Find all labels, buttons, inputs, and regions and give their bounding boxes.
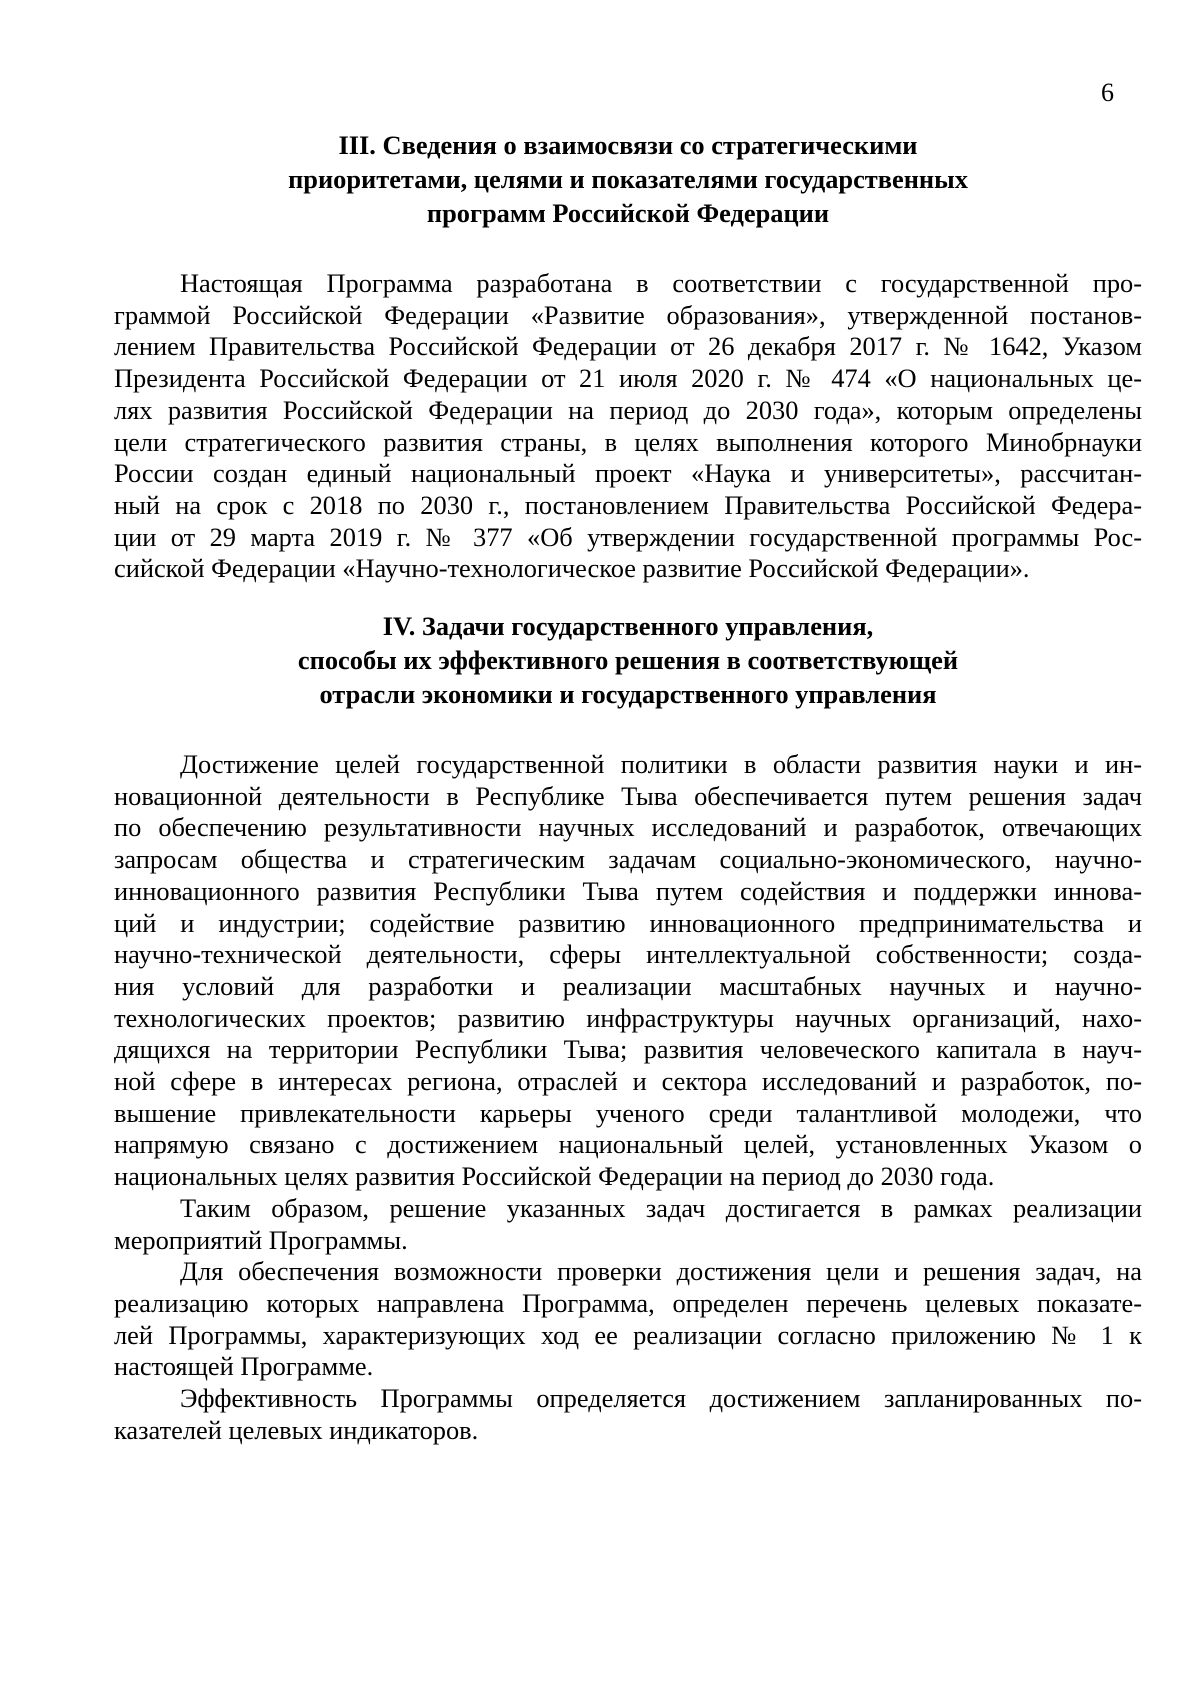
text-line: лях развития Российской Федерации на период до 2030 года», которым определены: [114, 394, 1142, 425]
text-line: сийской Федерации «Научно-технологическое развитие Российской Федерации».: [114, 553, 1030, 584]
text-line: ной сфере в интересах региона, отраслей и сектора исследований и разработок, по-: [114, 1066, 1142, 1097]
paragraph: [114, 1256, 1142, 1383]
text-line: запросам общества и стратегическим задачам социально-экономического, научно-: [114, 844, 1142, 875]
text-line: ций и индустрии; содействие развитию инновационного предпринимательства и: [114, 907, 1142, 938]
section-4-body: [114, 749, 1142, 1446]
text-line: по обеспечению результативности научных исследований и разработок, отвечающих: [114, 812, 1142, 843]
heading-line: IV. Задачи государственного управления,: [382, 611, 874, 642]
text-line: граммой Российской Федерации «Развитие образования», утвержденной постанов-: [114, 299, 1142, 330]
text-line: Достижение целей государственной политики в области развития науки и ин-: [180, 749, 1142, 780]
paragraph: [114, 749, 1142, 1193]
text-line: дящихся на территории Республики Тыва; развития человеческого капитала в науч-: [114, 1034, 1142, 1065]
text-line: ции от 29 марта 2019 г. № 377 «Об утверждении государственной программы Рос-: [114, 521, 1142, 552]
text-line: инновационного развития Республики Тыва путем содействия и поддержки иннова-: [114, 875, 1142, 906]
text-line: национальных целях развития Российской Федерации на период до 2030 года.: [114, 1161, 995, 1192]
text-line: напрямую связано с достижением национальный целей, установленных Указом о: [114, 1129, 1142, 1160]
heading-line: III. Сведения о взаимосвязи со стратегическими: [338, 130, 918, 160]
text-line: Для обеспечения возможности проверки достижения цели и решения задач, на: [180, 1256, 1142, 1287]
text-line: Президента Российской Федерации от 21 июля 2020 г. № 474 «О национальных це-: [114, 363, 1142, 394]
page-number: 6: [1101, 78, 1114, 107]
text-line: цели стратегического развития страны, в целях выполнения которого Минобрнауки: [114, 426, 1142, 457]
text-line: Таким образом, решение указанных задач достигается в рамках реализации: [180, 1192, 1142, 1223]
text-line: технологических проектов; развитию инфраструктуры научных организаций, нахо-: [114, 1002, 1142, 1033]
text-line: реализацию которых направлена Программа, определен перечень целевых показате-: [114, 1287, 1142, 1318]
text-line: лей Программы, характеризующих ход ее реализации согласно приложению № 1 к: [114, 1319, 1142, 1350]
text-line: мероприятий Программы.: [114, 1224, 408, 1255]
text-line: ный на срок с 2018 по 2030 г., постановлением Правительства Российской Федера-: [114, 489, 1142, 520]
paragraph: [114, 1193, 1142, 1256]
section-3-heading: [114, 128, 1142, 230]
section-4-heading: [114, 609, 1142, 711]
text-line: новационной деятельности в Республике Тыва обеспечивается путем решения задач: [114, 780, 1142, 811]
heading-line: способы их эффективного решения в соответствующей: [297, 645, 959, 676]
heading-line: программ Российской Федерации: [426, 198, 830, 228]
paragraph: [114, 1383, 1142, 1446]
text-line: научно-технической деятельности, сферы интеллектуальной собственности; созда-: [114, 939, 1142, 970]
text-line: вышение привлекательности карьеры ученого среди талантливой молодежи, что: [114, 1097, 1142, 1128]
text-line: лением Правительства Российской Федерации от 26 декабря 2017 г. № 1642, Указом: [114, 331, 1142, 362]
heading-line: отрасли экономики и государственного управления: [319, 679, 937, 710]
section-3-body: [114, 268, 1142, 585]
text-line: настоящей Программе.: [114, 1351, 374, 1382]
text-line: казателей целевых индикаторов.: [114, 1414, 479, 1445]
document-body: [114, 128, 1142, 1447]
text-line: ния условий для разработки и реализации масштабных научных и научно-: [114, 970, 1142, 1001]
text-line: России создан единый национальный проект «Наука и университеты», рассчитан-: [114, 458, 1142, 489]
text-line: Эффективность Программы определяется достижением запланированных по-: [180, 1383, 1142, 1414]
text-line: Настоящая Программа разработана в соответствии с государственной про-: [180, 268, 1142, 298]
heading-line: приоритетами, целями и показателями государственных: [288, 164, 968, 194]
paragraph: [114, 268, 1142, 585]
